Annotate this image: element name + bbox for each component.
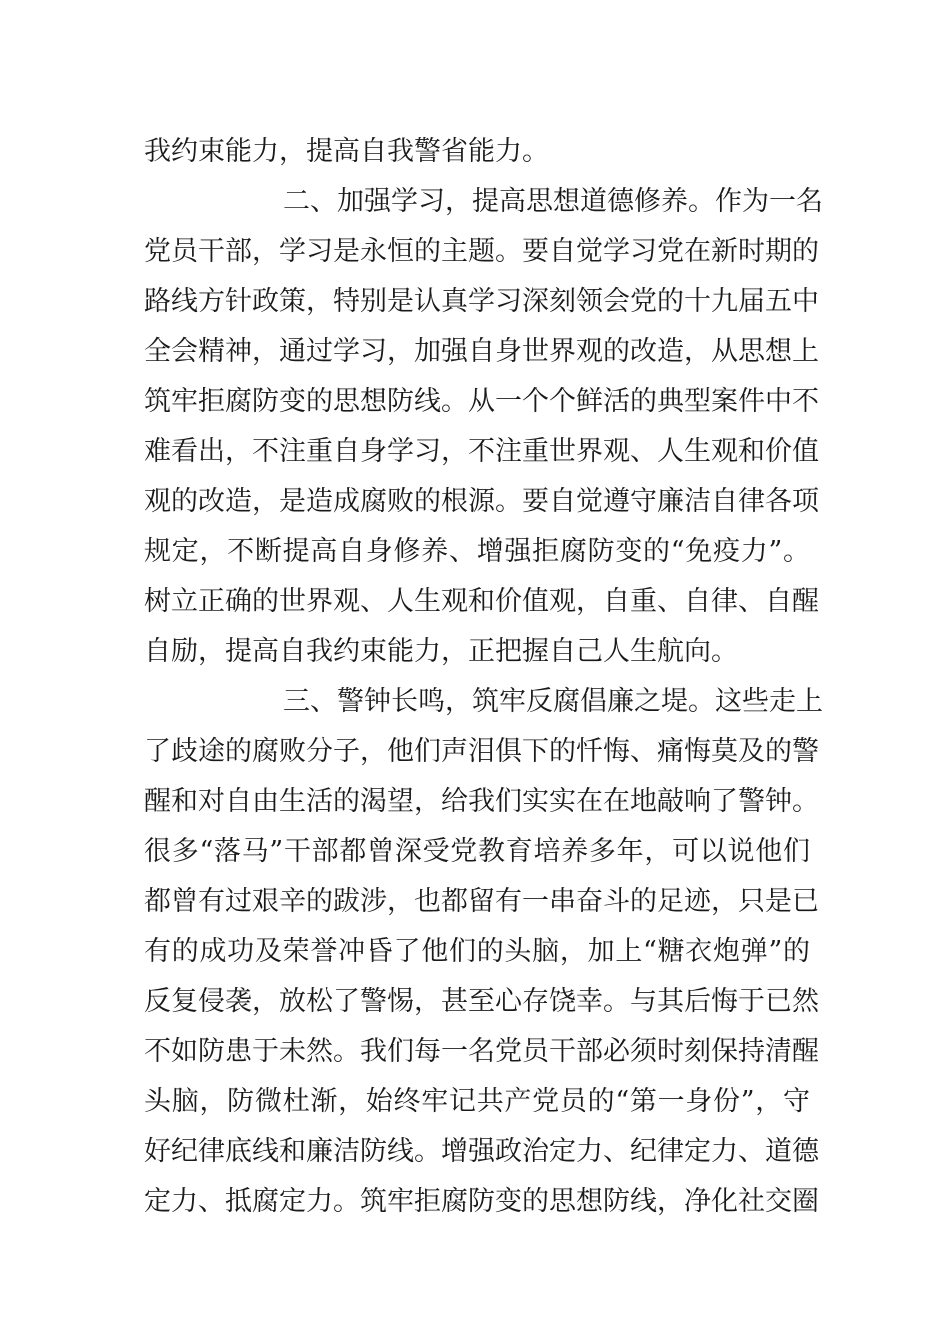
text-line: 定力、抵腐定力。筑牢拒腐防变的思想防线，净化社交圈	[144, 1186, 819, 1217]
text-line: 规定，不断提高自身修养、增强拒腐防变的“免疫力”。	[144, 536, 810, 567]
text-line: 党员干部，学习是永恒的主题。要自觉学习党在新时期的	[144, 236, 819, 267]
text-line: 都曾有过艰辛的跋涉，也都留有一串奋斗的足迹，只是已	[144, 886, 819, 917]
text-line: 路线方针政策，特别是认真学习深刻领会党的十九届五中	[144, 286, 819, 317]
text-line: 树立正确的世界观、人生观和价值观，自重、自律、自醒	[144, 586, 819, 617]
section-heading-line: 三、警钟长鸣，筑牢反腐倡廉之堤。这些走上	[283, 686, 823, 717]
text-line: 自励，提高自我约束能力，正把握自己人生航向。	[144, 636, 738, 667]
text-line: 好纪律底线和廉洁防线。增强政治定力、纪律定力、道德	[144, 1136, 819, 1167]
text-line: 难看出，不注重自身学习，不注重世界观、人生观和价值	[144, 436, 819, 467]
text-line: 头脑，防微杜渐，始终牢记共产党员的“第一身份”，守	[144, 1086, 810, 1117]
text-line: 反复侵袭，放松了警惕，甚至心存饶幸。与其后悔于已然	[144, 986, 819, 1017]
text-line: 有的成功及荣誉冲昏了他们的头脑，加上“糖衣炮弹”的	[144, 936, 810, 967]
text-line: 筑牢拒腐防变的思想防线。从一个个鲜活的典型案件中不	[144, 386, 819, 417]
text-line: 全会精神，通过学习，加强自身世界观的改造，从思想上	[144, 336, 819, 367]
section-heading-line: 二、加强学习，提高思想道德修养。作为一名	[283, 186, 823, 217]
text-line: 醒和对自由生活的渴望，给我们实实在在地敲响了警钟。	[144, 786, 819, 817]
text-line: 了歧途的腐败分子，他们声泪俱下的忏悔、痛悔莫及的警	[144, 736, 819, 767]
text-line: 我约束能力，提高自我警省能力。	[144, 136, 549, 167]
text-line: 很多“落马”干部都曾深受党教育培养多年，可以说他们	[144, 836, 810, 867]
text-line: 观的改造，是造成腐败的根源。要自觉遵守廉洁自律各项	[144, 486, 819, 517]
text-line: 不如防患于未然。我们每一名党员干部必须时刻保持清醒	[144, 1036, 819, 1067]
